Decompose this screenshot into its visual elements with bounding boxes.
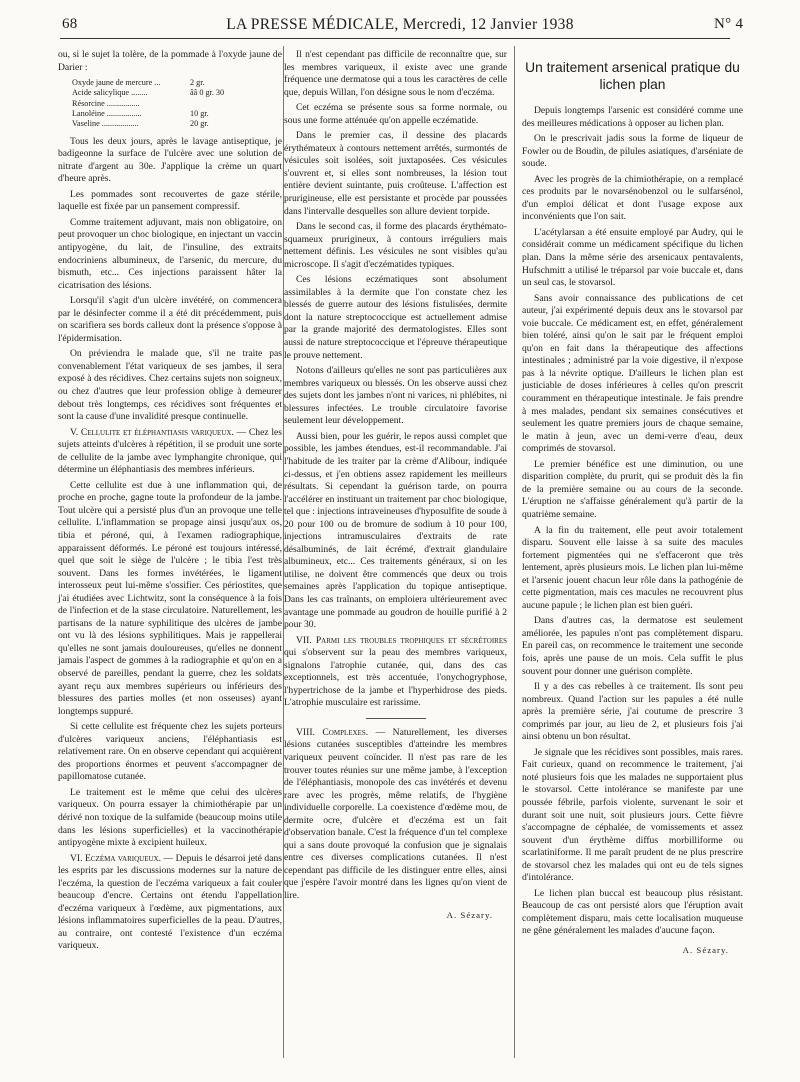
paragraph: Je signale que les récidives sont possibles, mais rares. Fait curieux, quand on recommence le traitement, j'ai noté plusieurs fois que les malades ne supportaient plus le stovarsol. Cette intolérance se manifeste par une poussée fébrile, parfois violente, survenant le soir et durant soit une nuit, soit plusieurs jours. Cette fièvre s'accompagne de céphalée, de vomissements et assez souvent d'un érythème diffus morbilliforme ou scarlatiniforme. Il me paraît prudent de ne plus prescrire de stovarsol chez les malades qui ont eu de tels signes d'intolérance. [522,746,743,884]
formula-ingredient: Résorcine ................ [72,98,140,108]
section-heading: VII. Parmi les troubles trophiques et sécrétoires [296,634,507,646]
column-middle [284,49,507,921]
paragraph: Notons d'ailleurs qu'elles ne sont pas particulières aux membres variqueux ou blessés. On les observe aussi chez des sujets dont les jambes n'ont ni varices, ni phlébites, ni blessures infectées. Le trouble circulatoire favorise seulement leur développement. [284,365,507,427]
journal-title: LA PRESSE MÉDICALE, Mercredi, 12 Janvier 1938 [226,16,574,33]
formula-row [72,88,282,98]
section-heading: VI. Eczéma variqueux. — [70,852,174,864]
header-rule [60,38,730,39]
paragraph: Comme traitement adjuvant, mais non obligatoire, on peut provoquer un choc biologique, en injectant un vaccin antipyogène, du lait, de l'insuline, des extraits endocriniens albumineux, de l'arsenic, du mercure, du bismuth, etc... Ces injections paraissent hâter la cicatrisation des lésions. [58,216,282,291]
paragraph: Il n'est cependant pas difficile de reconnaître que, sur les membres variqueux, il existe avec une grande fréquence une dermatose qui a tous les caractères de celle que, depuis Willan, l'on désigne sous le nom d'eczéma. [284,49,507,98]
paragraph: Le premier bénéfice est une diminution, ou une disparition complète, du prurit, qui se produit dès la fin de la première semaine ou au cours de la seconde. L'éruption ne s'affaisse généralement qu'à partir de la quatrième semaine. [522,458,743,520]
column-separator [514,46,515,1058]
issue-number: N° 4 [714,16,744,32]
column-left [58,49,282,956]
formula-quantity: 10 gr. [190,108,209,118]
article-title: Un traitement arsenical pratique du lichen plan [525,60,740,92]
formula-block [72,78,282,129]
paragraph: Tous les deux jours, après le lavage antiseptique, je badigeonne la surface de l'ulcère avec une solution de nitrate d'argent au 30e. J'applique la crème un quart d'heure après. [58,135,282,185]
paragraph: On le prescrivait jadis sous la forme de liqueur de Fowler ou de Boudin, de pilules asiatiques, d'arséniate de soude. [522,133,743,170]
section-paragraph [58,427,282,477]
paragraph: ou, si le sujet la tolère, de la pommade à l'oxyde jaune de Darier : [58,49,282,73]
section-heading: V. Cellulite et éléphantiasis variqueux. — [70,426,247,438]
paragraph: Ces lésions eczématiques sont absolument assimilables à la dermite que l'on constate chez les blessés de guerre autour des lésions fistulisées, dermite dont la nature streptococcique est actuellement admise par la grande majorité des dermatologistes. Elles sont aussi de nature streptococcique et l'épreuve thérapeutique le prouve nettement. [284,274,507,361]
section-divider [366,718,426,719]
formula-quantity: 2 gr. [190,78,205,88]
paragraph: Si cette cellulite est fréquente chez les sujets porteurs d'ulcères variqueux anciens, l'éléphantiasis est relativement rare. On en observe cependant qui acquièrent des proportions énormes et peuvent s'accompagner de papillomatose cutanée. [58,721,282,783]
paragraph: On préviendra le malade que, s'il ne traite pas convenablement l'état variqueux de ses jambes, il sera exposé à des récidives. Chez certains sujets non soigneux, ou chez d'autres que leur profession oblige à demeurer debout très longtemps, ces récidives sont fréquentes et sont la cause d'une invalidité presque continuelle. [58,348,282,423]
author-signature: A. Sézary. [446,909,493,920]
paragraph: Les pommades sont recouvertes de gaze stérile, laquelle est fixée par un pansement compressif. [58,188,282,213]
paragraph: Depuis longtemps l'arsenic est considéré comme une des meilleures médications à opposer au lichen plan. [522,105,743,129]
formula-row [72,109,282,119]
formula-ingredient: Acide salicylique ........ [72,88,148,98]
section-body: Depuis le désarroi jeté dans les esprits par les discussions modernes sur la nature de l'eczéma, la question de l'eczéma variqueux a fait couler beaucoup d'encre. Certains ont étendu l'appellation d'eczéma variqueux à l'œdème, aux pigmentations, aux lésions inflammatoires superficielles de la peau. D'autres, au contraire, ont contesté l'existence d'un eczéma variqueux. [58,852,282,952]
formula-row [72,78,282,88]
section-body: Naturellement, les diverses lésions cutanées susceptibles d'atteindre les membres variqueux peuvent coïncider. Il n'est pas rare de les trouver toutes réunies sur une même jambe, à l'exception de l'éléphantiasis, monopole des cas invétérés et devenu rare avec les progrès, même relatifs, de l'hygiène individuelle corporelle. La coexistence d'œdème mou, de dermite ocre, d'ulcère et d'eczéma est un fait d'observation banale. C'est la fréquence d'un tel complexe qui a sans doute provoqué la confusion que je signalais entre ces diverses complications cutanées. Il n'est cependant pas difficile de les distinguer entre elles, ainsi que j'espère l'avoir montré dans les lignes qu'on vient de lire. [284,726,507,901]
formula-quantity [190,99,250,109]
formula-ingredient: Oxyde jaune de mercure ... [72,78,161,88]
paragraph: Dans le second cas, il forme des placards érythémato-squameux prurigineux, à contours irréguliers mais nettement définis. Les vésicules ne sont visibles qu'au microscope. Il s'agit d'eczématides typiques. [284,221,507,270]
formula-quantity: 20 gr. [190,119,209,129]
paragraph: Il y a des cas rebelles à ce traitement. Ils sont peu nombreux. Quand l'action sur les papules a été nulle après la première série, j'ai coutume de prescrire 3 comprimés par jour, au lieu de 2, et plusieurs fois j'ai ainsi obtenu un bon résultat. [522,681,743,743]
section-body: Chez les sujets atteints d'ulcères à répétition, il se produit une sorte de cellulite de la jambe avec lymphangite chronique, qui détermine un éléphantiasis des membres inférieurs. [58,426,283,476]
paragraph: A la fin du traitement, elle peut avoir totalement disparu. Souvent elle laisse à sa suite des macules fortement pigmentées qui ne s'effaceront que très lentement, après plusieurs mois. Le lichen plan lui-même et l'arsenic jouent chacun leur rôle dans la pathogénie de cette pigmentation, mais ces macules ne recouvrent plus aucune papule ; le lichen plan est bien guéri. [522,524,743,611]
paragraph: Dans d'autres cas, la dermatose est seulement améliorée, les papules n'ont pas complètement disparu. En pareil cas, on recommence le traitement une seconde fois, après une pause de un mois. Cela suffit le plus souvent pour donner une guérison complète. [522,615,743,677]
paragraph: Lorsqu'il s'agit d'un ulcère invétéré, on commencera par le désinfecter comme il a été dit précédemment, puis on scarifiera ses bords calleux dont la présence s'oppose à l'épidermisation. [58,295,282,344]
paragraph: L'acétylarsan a été ensuite employé par Audry, qui le considérait comme un médicament spécifique du lichen plan. Dans la même série des arsenicaux pentavalents, Hufschmitt a utilisé le tréparsol par voie buccale et, dans un seul cas, le stovarsol. [522,226,743,289]
formula-ingredient: Vaseline .................. [72,119,139,129]
author-signature: A. Sézary. [682,945,729,955]
paragraph: Cette cellulite est due à une inflammation qui, de proche en proche, gagne toute la profondeur de la jambe. Tout ulcère qui a persisté plus d'un an provoque une telle cellulite. L'inflammation se propage ainsi jusqu'aux os, tibia et péroné, qui, à l'examen radiographique, apparaissent déformés. Le péroné est toujours intéressé, quel que soit le siège de l'ulcère ; le tibia l'est très souvent. Dans les formes invétérées, le ligament interosseux peut lui-même s'ossifier. Ces périostites, que j'ai étudiées avec Lichtwitz, sont la conséquence à la fois de l'infection et de la stase circulatoire. Naturellement, les partisans de la nature syphilitique des ulcères de jambe ont vu là des lésions syphilitiques. Mais je rappellerai qu'elles ne sont jamais douloureuses, qu'elles ne donnent jamais l'aspect de gommes à la radiographie et qu'on en a observé de pareilles, pendant la guerre, chez les soldats ayant reçu aux membres supérieurs ou inférieurs des blessures des parties molles (et non osseuses) ayant longtemps suppuré. [58,479,282,717]
section-heading: VIII. Complexes. — [296,726,386,738]
section-paragraph [58,853,282,953]
page-number: 68 [62,16,78,32]
section-paragraph [284,727,507,903]
paragraph: Cet eczéma se présente sous sa forme normale, ou sous une forme atténuée qu'on appelle eczématide. [284,102,507,126]
paragraph: Le traitement est le même que celui des ulcères variqueux. On pourra essayer la chimiothérapie par un dérivé non toxique de la sulfamide (beaucoup moins utile dans les lésions superficielles) et la vaccinothérapie antipyogène mixte à excipient huileux. [58,786,282,849]
paragraph: Le lichen plan buccal est beaucoup plus résistant. Beaucoup de cas ont persisté alors que l'éruption avait complètement disparu, mais cette localisation muqueuse ne gêne généralement les malades d'aucune façon. [522,887,743,937]
formula-row [72,119,282,129]
formula-ingredient: Lanoléine ................. [72,108,142,118]
page-header [0,16,800,38]
formula-row [72,99,282,109]
paragraph: Aussi bien, pour les guérir, le repos aussi complet que possible, les jambes étendues, est-il recommandable. J'ai l'habitude de les traiter par la crème d'Alibour, indiquée ci-dessus, et j'en obtiens assez rapidement les meilleurs résultats. Si cependant la guérison tarde, on pourra l'accélérer en instituant un traitement par choc biologique, tel que : injections intraveineuses d'hyposulfite de soude à 20 pour 100 ou de bromure de sodium à 10 pour 100, injections intramusculaires d'extraits de rate désalbuminés, de lait écrémé, d'extrait glandulaire albumineux, etc... Ces traitements généraux, si on les utilise, ne doivent être commencés que deux ou trois semaines après l'application du topique antiseptique. Dans les cas traînants, on emploiera ultérieurement avec avantage une pommade au goudron de houille purifié à 2 pour 30. [284,430,507,631]
paragraph: Avec les progrès de la chimiothérapie, on a remplacé ces produits par le novarsénobenzol ou le sulfarsénol, d'un emploi délicat et dont l'usage expose aux inconvénients que l'on sait. [522,173,743,223]
paragraph: Dans le premier cas, il dessine des placards érythémateux à contours nettement arrêtés, surmontés de vésicules soit isolées, soit juxtaposées. Ces vésicules s'ouvrent et, si elles sont nombreuses, la lésion tout entière devient suintante, puis croûteuse. L'affection est prurigineuse, elle est persistante et procède par poussées dans l'intervalle desquelles son allure devient torpide. [284,130,507,217]
column-right [522,49,743,957]
paragraph: Sans avoir connaissance des publications de cet auteur, j'ai expérimenté depuis deux ans le stovarsol par voie buccale. Ce médicament est, en effet, généralement bien toléré, ainsi qu'on le sait par le fréquent emploi qu'on en fait dans la thérapeutique des affections intestinales ; administré par la voie digestive, il n'expose pas à la névrite optique. D'ailleurs le lichen plan est justiciable de doses inférieures à celles qu'on prescrit couramment en thérapeutique intestinale. Je fais prendre à mes malades, pendant six semaines consécutives et seulement les quatre premiers jours de chaque semaine, le matin à jeun, avec un demi-verre d'eau, deux comprimés de stovarsol. [522,292,743,455]
formula-quantity: ââ 0 gr. 30 [190,88,225,98]
section-paragraph [284,635,507,710]
section-body: qui s'observent sur la peau des membres variqueux, signalons l'atrophie cutanée, qui, dans des cas exceptionnels, est très accentuée, l'onychogryphose, l'hypertrichose de la jambe et l'hyperhidrose des pieds. L'atrophie musculaire est rarissime. [284,647,507,709]
